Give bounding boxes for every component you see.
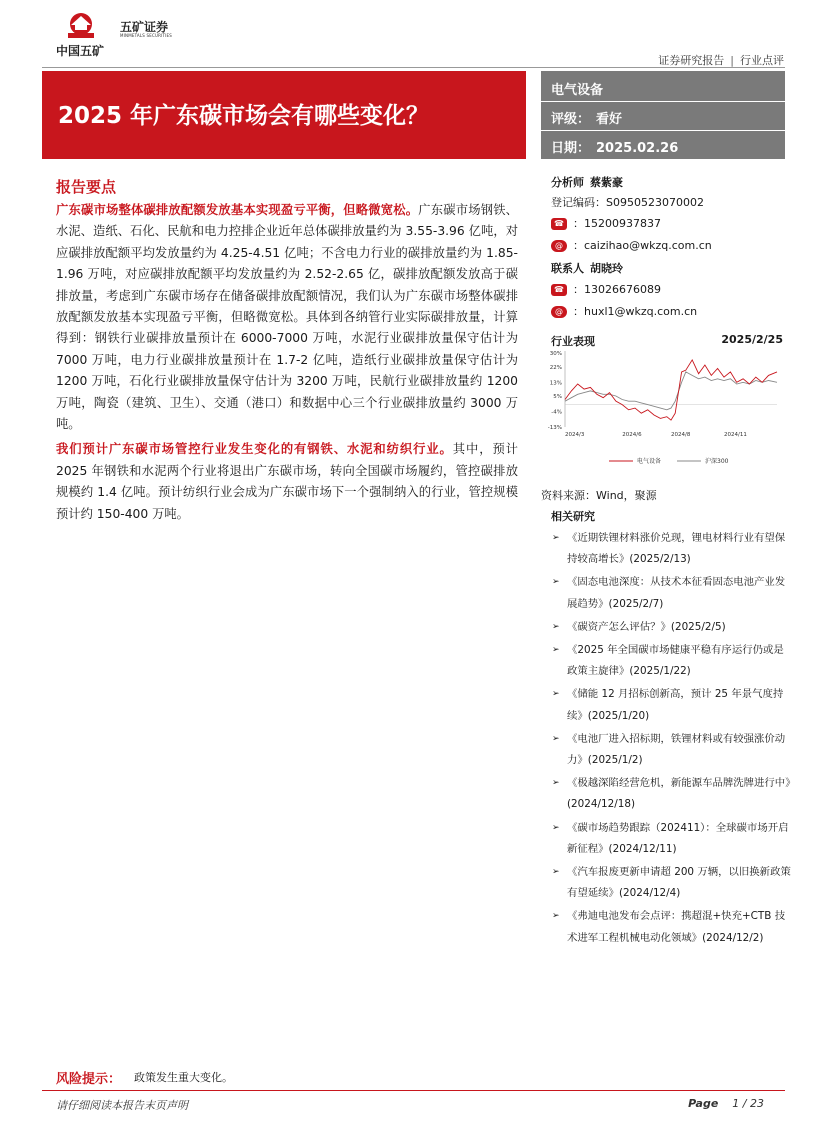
page-number [688,1097,764,1110]
contact-role: 联系人 [551,262,584,275]
related-research-item[interactable] [551,729,791,771]
registration-label: 登记编码： [551,196,606,209]
contact-email[interactable]: huxl1@wkzq.com.cn [584,305,698,318]
email-icon: @ [551,240,567,252]
rating-box [541,71,785,159]
x-tick-label: 2024/11 [724,432,747,438]
y-tick-label: -4% [551,409,562,416]
related-research-text[interactable]: 《近期铁锂材料涨价兑现，锂电材料行业有望保持较高增长》(2025/2/13) [567,532,786,566]
section-title: 报告要点 [56,178,117,196]
footer-disclaimer: 请仔细阅读本报告末页声明 [56,1099,188,1112]
bullet-arrow-icon: ➢ [552,867,560,878]
bullet-arrow-icon: ➢ [552,778,560,789]
bullet-arrow-icon: ➢ [552,645,560,656]
bullet-arrow-icon: ➢ [552,822,560,833]
header-divider [42,67,785,68]
minmetals-emblem-icon [62,12,100,40]
rating-box-divider [541,130,785,131]
chart-source: 资料来源：Wind，聚源 [541,489,657,502]
related-research-title: 相关研究 [551,510,595,523]
risk-text: 政策发生重大变化。 [134,1071,233,1084]
report-title: 2025 年广东碳市场会有哪些变化？ [58,103,430,129]
analyst-email-row [551,237,712,253]
contact-email-row [551,303,697,319]
legend-label: 沪深300 [705,458,729,465]
analyst-role: 分析师 [551,176,584,189]
related-research-list [551,528,791,951]
rating-row [551,108,622,127]
y-tick-label: 30% [549,351,562,357]
page-label: Page [688,1097,719,1110]
paragraph-1 [56,200,518,435]
y-tick-label: 5% [553,394,562,401]
title-banner [42,71,526,159]
bullet-arrow-icon: ➢ [552,911,560,922]
phone-colon: ： [573,283,584,296]
paragraph-2 [56,439,518,525]
phone-colon: ： [573,217,584,230]
email-colon: ： [573,305,584,318]
logo-text-securities: 五矿证券 [120,20,169,34]
logo-text-cn: 中国五矿 [56,44,105,58]
related-research-item[interactable] [551,640,791,682]
related-research-item[interactable] [551,528,791,570]
related-research-item[interactable] [551,862,791,904]
rating-value: 看好 [596,112,623,127]
x-tick-label: 2024/8 [671,432,691,438]
registration-code: S0950523070002 [606,196,704,209]
header-separator: | [730,54,734,67]
analyst-email[interactable]: caizihao@wkzq.com.cn [584,239,712,252]
related-research-text[interactable]: 《汽车报废更新申请超 200 万辆，以旧换新政策有望延续》(2024/12/4) [567,866,791,900]
series-line-industry [565,360,777,420]
bullet-arrow-icon: ➢ [552,733,560,744]
registration-row [551,194,704,210]
x-tick-label: 2024/6 [622,432,642,438]
y-tick-label: 22% [549,364,562,371]
company-logo [52,12,182,60]
analyst-phone[interactable]: 15200937837 [584,217,661,230]
industry-performance-chart [541,343,786,478]
contact-phone[interactable]: 13026676089 [584,283,661,296]
paragraph-2-text: 其中，预计 2025 年钢铁和水泥两个行业将退出广东碳市场，转向全国碳市场履约，管控碳排放规模约 1.4 亿吨。预计纺织行业会成为广东碳市场下一个强制纳入的行业，管控规模预计约 150-400 万吨。 [56,442,518,521]
analyst-row [551,174,623,190]
doc-type-header [658,52,784,68]
legend-label: 电气设备 [637,458,662,465]
bullet-arrow-icon: ➢ [552,533,560,543]
related-research-text[interactable]: 《储能 12 月招标创新高，预计 25 年景气度持续》(2025/1/20) [567,688,784,722]
related-research-text[interactable]: 《2025 年全国碳市场健康平稳有序运行仍或是政策主旋律》(2025/1/22) [567,644,784,678]
page-value: 1 / 23 [732,1097,764,1110]
doc-subtype: 行业点评 [740,54,784,67]
paragraph-2-highlight: 我们预计广东碳市场管控行业发生变化的有钢铁、水泥和纺织行业。 [56,442,453,457]
rating-box-divider [541,101,785,102]
bullet-arrow-icon: ➢ [552,689,560,700]
related-research-item[interactable] [551,617,791,638]
footer-divider [42,1090,785,1091]
report-body [56,200,518,529]
related-research-item[interactable] [551,773,791,815]
industry-name: 电气设备 [551,83,604,98]
contact-row [551,260,623,276]
related-research-text[interactable]: 《弗迪电池发布会点评：携超混+快充+CTB 技术进军工程机械电动化领域》(2024/12/2) [567,910,786,944]
email-icon: @ [551,306,567,318]
related-research-item[interactable] [551,572,791,614]
date-row [551,137,678,156]
date-value: 2025.02.26 [596,141,679,156]
y-tick-label: -13% [547,425,562,431]
paragraph-1-highlight: 广东碳市场整体碳排放配额发放基本实现盈亏平衡，但略微宽松。 [56,203,419,217]
chart-date: 2025/2/25 [721,333,783,346]
risk-label: 风险提示： [56,1072,122,1087]
series-line-csi300 [565,372,777,410]
x-tick-label: 2024/3 [565,432,585,438]
email-colon: ： [573,239,584,252]
related-research-item[interactable] [551,684,791,726]
y-tick-label: 13% [549,380,562,387]
related-research-text[interactable]: 《碳市场趋势跟踪（202411）：全球碳市场开启新征程》(2024/12/11) [567,821,789,855]
bullet-arrow-icon: ➢ [552,577,560,588]
rating-label: 评级： [551,112,591,127]
bullet-arrow-icon: ➢ [552,621,560,632]
related-research-text[interactable]: 《电池厂进入招标期，铁锂材料或有较强涨价动力》(2025/1/2) [567,732,786,767]
paragraph-1-text: 广东碳市场钢铁、水泥、造纸、石化、民航和电力控排企业近年总体碳排放量约为 3.55-3.96 亿吨，对应碳排放配额平均发放量约为 4.25-4.51 亿吨；不含电力行业的碳排放量约为 1.85-1.96 万吨，对应碳排放配额平均发放量约为 2.52-2.65 亿，碳排放配额发放高于碳排放量，考虑到广东碳市场存在储备碳排放配额情况，我们认为广东碳市场整体碳排放配额发放基本实现盈亏平衡，但略微宽松。具体到各纳管行业实际碳排放量，计算得到：钢铁行业碳排放量预计在 6000-7000 万吨，水泥行业碳排放量保守估计为 7000 万吨，电力行业碳排放量预计在 1.7-2 亿吨，造纸行业碳排放量保守估计为 1200 万吨，石化行业碳排放量保守估计为 3200 万吨，民航行业碳排放量约 1200 万吨，陶瓷（建筑、卫生）、交通（港口）和数据中心三个行业碳排放量约 3000 万吨。 [56,203,518,432]
date-label: 日期： [551,141,591,156]
analyst-name: 蔡紫豪 [590,176,623,189]
chart-title: 行业表现 [551,335,595,348]
contact-name: 胡晓玲 [590,262,623,275]
contact-phone-row [551,281,661,297]
related-research-text[interactable]: 《固态电池深度：从技术本征看固态电池产业发展趋势》(2025/2/7) [567,576,786,610]
analyst-phone-row [551,215,661,231]
doc-type: 证券研究报告 [658,54,725,67]
related-research-text[interactable]: 《极越深陷经营危机，新能源车品牌洗牌进行中》(2024/12/18) [567,777,791,811]
related-research-item[interactable] [551,906,791,948]
phone-icon: ☎ [551,284,567,296]
related-research-text[interactable]: 《碳资产怎么评估？》(2025/2/5) [567,620,726,633]
logo-text-securities-en: MINMETALS SECURITIES [120,33,172,38]
related-research-item[interactable] [551,818,791,860]
phone-icon: ☎ [551,218,567,230]
